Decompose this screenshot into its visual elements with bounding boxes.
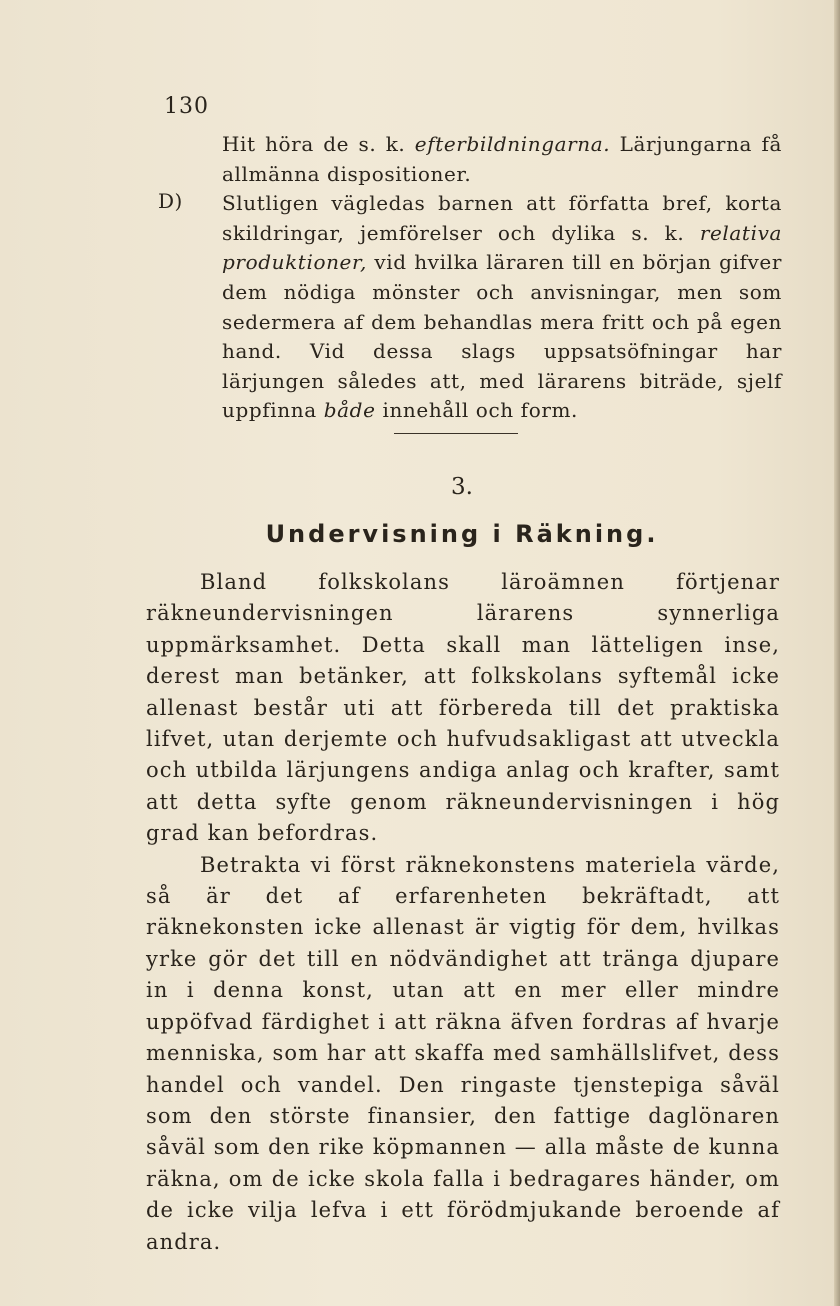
upper-paragraph-1: Hit höra de s. k. efterbildningarna. Lärjungarna få allmänna dispositioner. (222, 132, 782, 186)
page-edge (834, 0, 840, 1306)
body-text-block (146, 567, 780, 1258)
section-number: 3. (451, 474, 473, 500)
body-paragraph-2: Betrakta vi först räknekonstens materiela värde, så är det af erfarenheten bekräftadt, att räknekonsten icke allenast är vigtig för dem, hvilkas yrke gör det till en nödvändighet att tränga djupare in i denna konst, utan att en mer eller mindre uppöfvad färdighet i att räkna äfven fordras af hvarje menniska, som har att skaffa med samhällslifvet, dess handel och vandel. Den ringaste tjenstepiga såväl som den störste finansier, den fattige daglönaren såväl som den rike köpmannen — alla måste de kunna räkna, om de icke skola falla i bedragares händer, om de icke vilja lefva i ett förödmjukande beroende af andra. (146, 852, 781, 1254)
upper-paragraph-2: Slutligen vägledas barnen att författa bref, korta skildringar, jemförelser och dylika s. k. relativa produktioner, vid hvilka läraren till en början gifver dem nödiga mönster och anvisningar, men som sedermera af dem behandlas mera fritt och på egen hand. Vid dessa slags uppsatsöfningar har lärjungen således att, med lärarens biträde, sjelf uppfinna både innehåll och form. (222, 191, 782, 423)
body-paragraph-1: Bland folkskolans läroämnen förtjenar räkneundervisningen lärarens synnerliga uppmärksamhet. Detta skall man lätteligen inse, derest man betänker, att folkskolans syftemål icke allenast består uti att förbereda till det praktiska lifvet, utan derjemte och hufvudsakligast att utveckla och utbilda lärjungens andiga anlag och krafter, samt att detta syfte genom räkneundervisningen i hög grad kan befordras. (146, 570, 780, 846)
upper-text-block (222, 130, 782, 426)
emphasis-term: efterbildningarna. (414, 132, 611, 156)
emphasis-term: relativa produktioner, (222, 220, 782, 275)
list-marker-d: D) (158, 189, 183, 213)
emphasis-term: både (323, 398, 376, 423)
section-divider (394, 433, 518, 434)
page-number: 130 (164, 94, 209, 119)
section-title: Undervisning i Räkning. (265, 520, 659, 548)
